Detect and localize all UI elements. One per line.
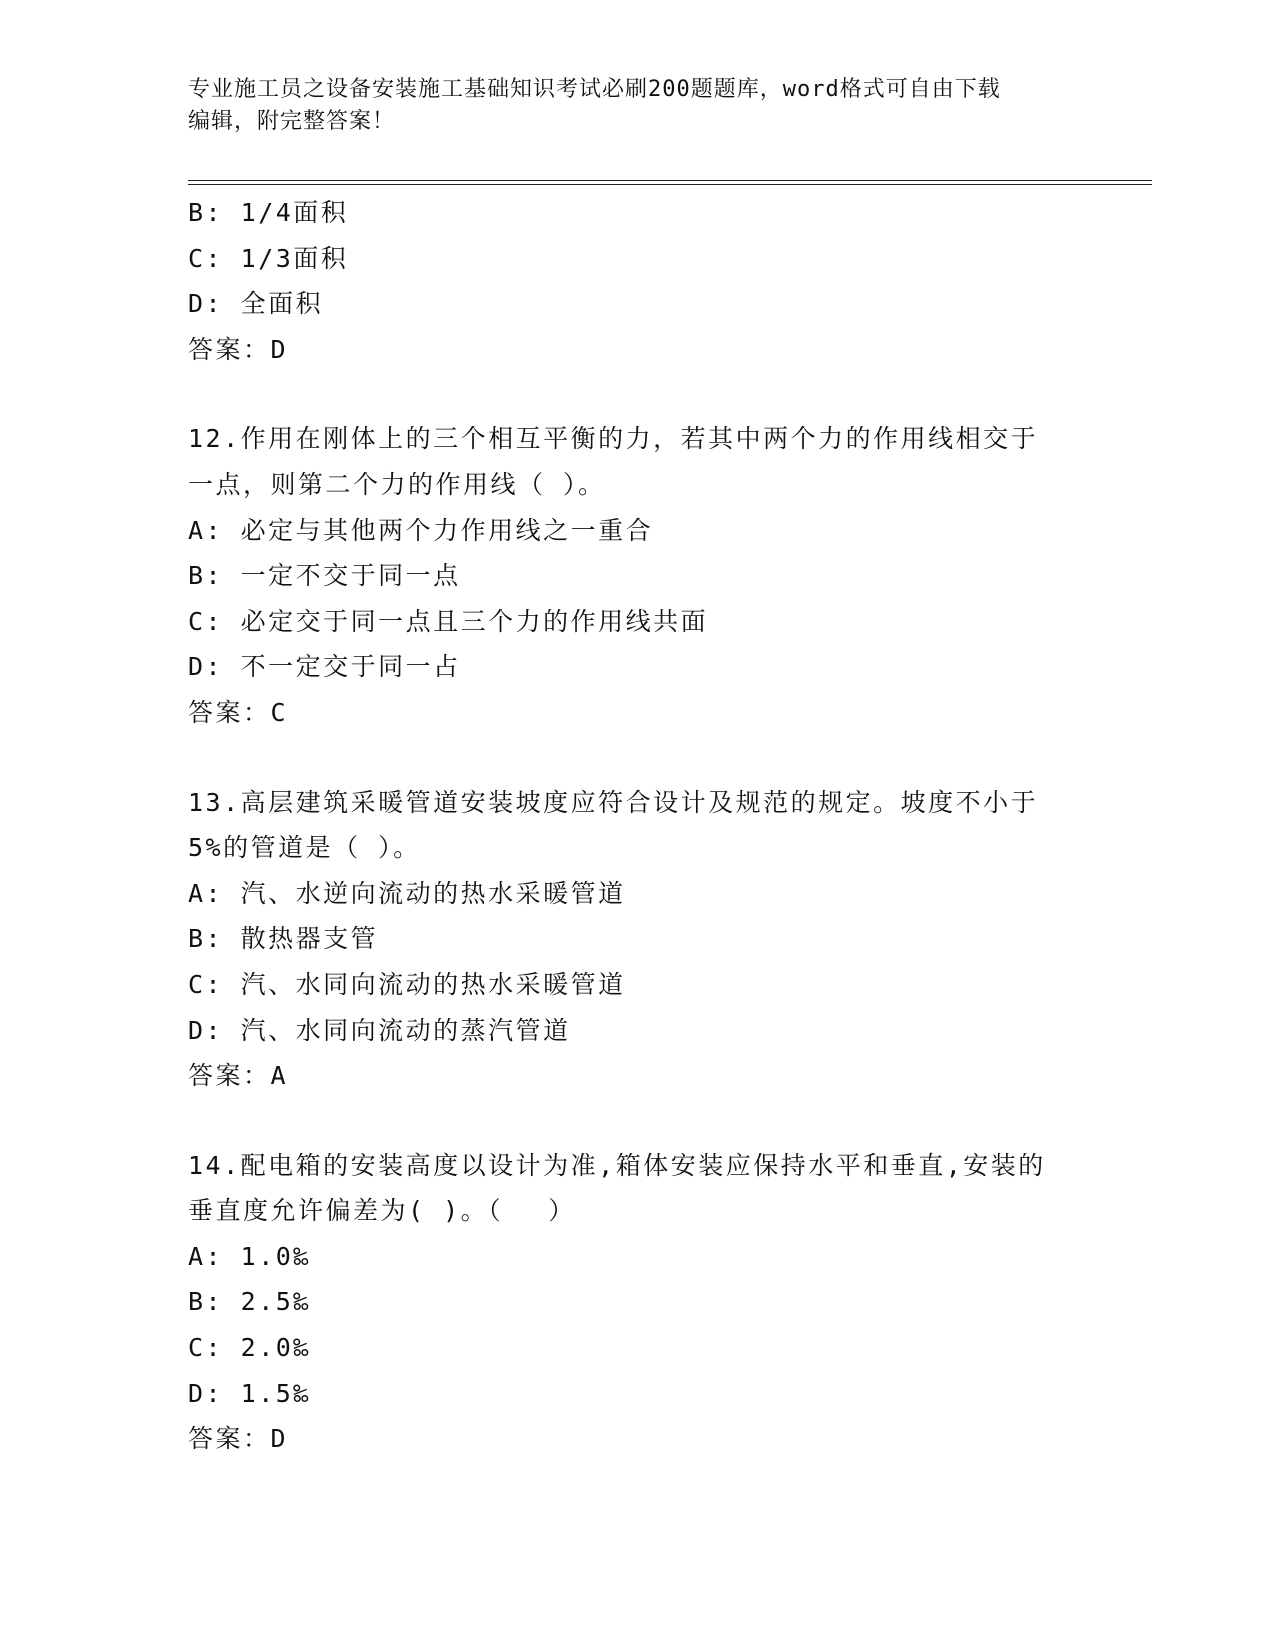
- option-b: B: 2.5‰: [188, 1287, 311, 1317]
- question-text-line: 一点，则第二个力的作用线（ ）。: [188, 469, 606, 499]
- option-d: D: 全面积: [188, 289, 324, 319]
- question-text-line: 14.配电箱的安装高度以设计为准,箱体安装应保持水平和垂直,安装的: [188, 1150, 1046, 1180]
- document-body: [188, 190, 1088, 1462]
- option-a: A: 汽、水逆向流动的热水采暖管道: [188, 878, 626, 908]
- question-text-line: 垂直度允许偏差为( )。（ ）: [188, 1196, 576, 1226]
- previous-question-tail: [188, 190, 1088, 372]
- option-a: A: 1.0‰: [188, 1241, 311, 1271]
- answer: 答案：A: [188, 1061, 289, 1091]
- question-14: [188, 1143, 1088, 1462]
- question-12: [188, 416, 1088, 735]
- header-divider-top: [188, 180, 1152, 181]
- option-d: D: 汽、水同向流动的蒸汽管道: [188, 1015, 571, 1045]
- question-text-line: 5%的管道是（ ）。: [188, 833, 421, 863]
- option-c: C: 2.0‰: [188, 1333, 311, 1363]
- option-b: B: 一定不交于同一点: [188, 561, 461, 591]
- option-c: C: 1/3面积: [188, 243, 349, 273]
- question-text-line: 13.高层建筑采暖管道安装坡度应符合设计及规范的规定。坡度不小于: [188, 787, 1039, 817]
- header-divider-bottom: [188, 184, 1152, 185]
- option-b: B: 散热器支管: [188, 924, 379, 954]
- header-line-1: 专业施工员之设备安装施工基础知识考试必刷200题题库，word格式可自由下载: [188, 77, 1001, 102]
- option-a: A: 必定与其他两个力作用线之一重合: [188, 515, 654, 545]
- document-header: [188, 74, 1068, 138]
- question-13: [188, 780, 1088, 1099]
- option-d: D: 1.5‰: [188, 1378, 311, 1408]
- option-d: D: 不一定交于同一占: [188, 652, 461, 682]
- option-c: C: 汽、水同向流动的热水采暖管道: [188, 969, 626, 999]
- header-line-2: 编辑，附完整答案！: [188, 109, 396, 134]
- option-c: C: 必定交于同一点且三个力的作用线共面: [188, 606, 709, 636]
- question-text-line: 12.作用在刚体上的三个相互平衡的力，若其中两个力的作用线相交于: [188, 424, 1039, 454]
- answer: 答案：C: [188, 697, 289, 727]
- answer: 答案：D: [188, 334, 289, 364]
- answer: 答案：D: [188, 1424, 289, 1454]
- option-b: B: 1/4面积: [188, 198, 349, 227]
